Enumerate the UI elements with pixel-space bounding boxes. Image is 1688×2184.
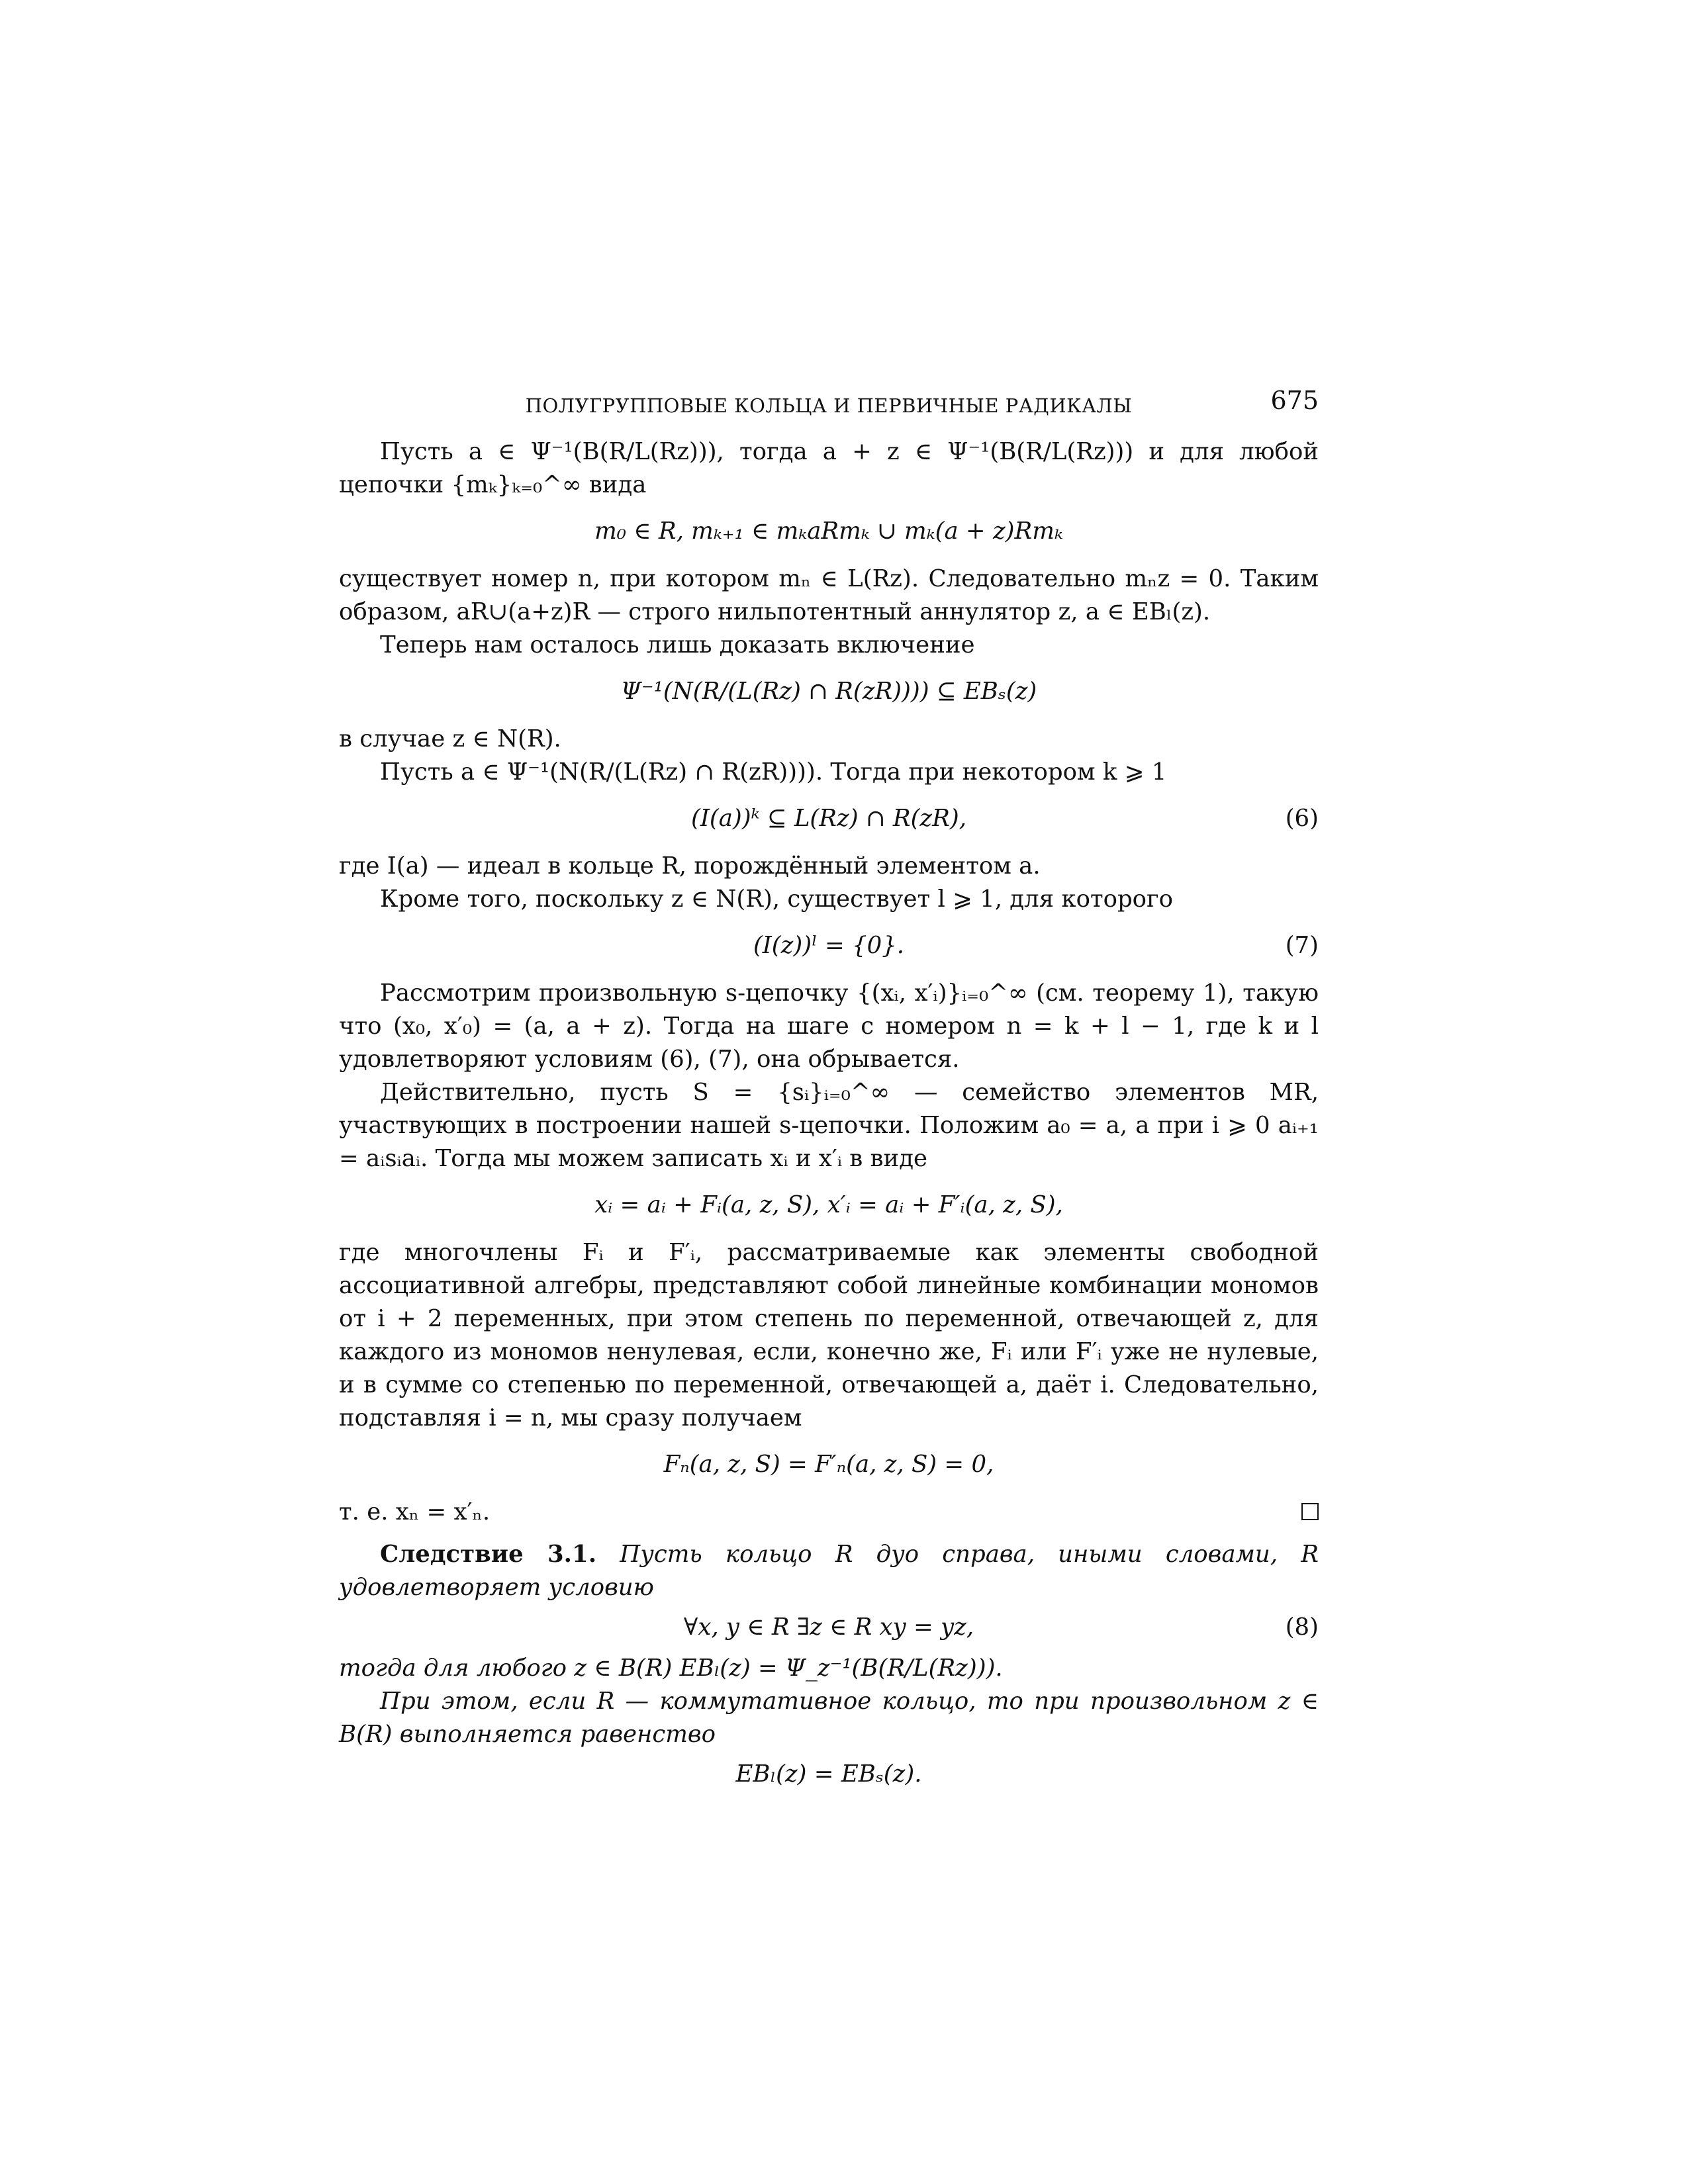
running-title: ПОЛУГРУППОВЫЕ КОЛЬЦА И ПЕРВИЧНЫЕ РАДИКАЛЫ (525, 394, 1133, 417)
corollary (339, 1538, 1319, 1604)
equation-5 (339, 1186, 1319, 1224)
equation-7-tag: (7) (1285, 932, 1319, 959)
paragraph-4: в случае z ∈ N(R). (339, 725, 561, 752)
paragraph-13: При этом, если R — коммутативное кольцо, то при произвольном z ∈ B(R) выполняется равенство (339, 1688, 1319, 1748)
proof-end-line (339, 1496, 1319, 1529)
equation-2 (339, 672, 1319, 711)
paragraph-5: Пусть a ∈ Ψ⁻¹(N(R/(L(Rz) ∩ R(zR)))). Тогда при некотором k ⩾ 1 (380, 758, 1167, 786)
equation-last (339, 1755, 1319, 1794)
equation-6-body: (I(a))ᵏ ⊆ L(Rz) ∩ R(zR), (690, 805, 966, 832)
equation-7 (339, 927, 1319, 965)
equation-8 (339, 1608, 1319, 1647)
equation-f-body: Fₙ(a, z, S) = F′ₙ(a, z, S) = 0, (663, 1451, 994, 1478)
equation-2-body: Ψ⁻¹(N(R/(L(Rz) ∩ R(zR)))) ⊆ EBₛ(z) (620, 678, 1037, 705)
equation-8-body: ∀x, y ∈ R ∃z ∈ R xy = yz, (683, 1614, 974, 1641)
paragraph-7: Кроме того, поскольку z ∈ N(R), существует l ⩾ 1, для которого (380, 886, 1174, 913)
paragraph-10: где многочлены Fᵢ и F′ᵢ, рассматриваемые как элементы свободной ассоциативной алгебры, представляют собой линейные комбинации мономов от i + 2 переменных, при этом степень по переменной, отвечающей z, для каждого из мономов ненулевая, если, конечно же, Fᵢ или F′ᵢ уже не нулевые, и в сумме со степенью по переменной, отвечающей a, даёт i. Следовательно, подставляя i = n, мы сразу получаем (339, 1239, 1319, 1432)
page (339, 384, 1319, 1805)
equation-7-body: (I(z))ˡ = {0}. (753, 932, 905, 959)
equation-5-body: xᵢ = aᵢ + Fᵢ(a, z, S), x′ᵢ = aᵢ + F′ᵢ(a, z, S), (594, 1191, 1063, 1218)
equation-6 (339, 799, 1319, 838)
page-header (339, 384, 1319, 424)
equation-1-body: m₀ ∈ R, mₖ₊₁ ∈ mₖaRmₖ ∪ mₖ(a + z)Rmₖ (594, 518, 1063, 545)
corollary-text: Пусть кольцо R дуо справа, иными словами, R удовлетворяет условию (339, 1541, 1319, 1601)
paragraph-9: Действительно, пусть S = {sᵢ}ᵢ₌₀^∞ — семейство элементов MR, участвующих в построении нашей s-цепочки. Положим a₀ = a, а при i ⩾ 0 aᵢ₊₁ = aᵢsᵢaᵢ. Тогда мы можем записать xᵢ и x′ᵢ в виде (339, 1079, 1319, 1172)
equation-last-body: EBₗ(z) = EBₛ(z). (735, 1760, 922, 1788)
paragraph-12: тогда для любого z ∈ B(R) EBₗ(z) = Ψ_z⁻¹(B(R/L(Rz))). (339, 1655, 1003, 1682)
paragraph-3: Теперь нам осталось лишь доказать включение (380, 631, 975, 659)
equation-f (339, 1445, 1319, 1484)
equation-6-tag: (6) (1285, 805, 1319, 832)
paragraph-6: где I(a) — идеал в кольце R, порождённый элементом a. (339, 852, 1041, 880)
paragraph-11: т. е. xₙ = x′ₙ. (339, 1498, 491, 1525)
equation-8-tag: (8) (1285, 1614, 1319, 1641)
paragraph-1: Пусть a ∈ Ψ⁻¹(B(R/L(Rz))), тогда a + z ∈ Ψ⁻¹(B(R/L(Rz))) и для любой цепочки {mₖ}ₖ₌₀^∞ вида (339, 438, 1319, 498)
qed-square-icon (1301, 1503, 1319, 1520)
page-number: 675 (1270, 386, 1319, 415)
corollary-label: Следствие 3.1. (380, 1541, 597, 1568)
paragraph-8: Рассмотрим произвольную s-цепочку {(xᵢ, x′ᵢ)}ᵢ₌₀^∞ (см. теорему 1), такую что (x₀, x′₀) = (a, a + z). Тогда на шаге с номером n = k + l − 1, где k и l удовлетворяют условиям (6), (7), она обрывается. (339, 979, 1319, 1073)
equation-1 (339, 512, 1319, 551)
paragraph-2: существует номер n, при котором mₙ ∈ L(Rz). Следовательно mₙz = 0. Таким образом, aR∪(a+z)R — строго нильпотентный аннулятор z, a ∈ EBₗ(z). (339, 565, 1319, 625)
